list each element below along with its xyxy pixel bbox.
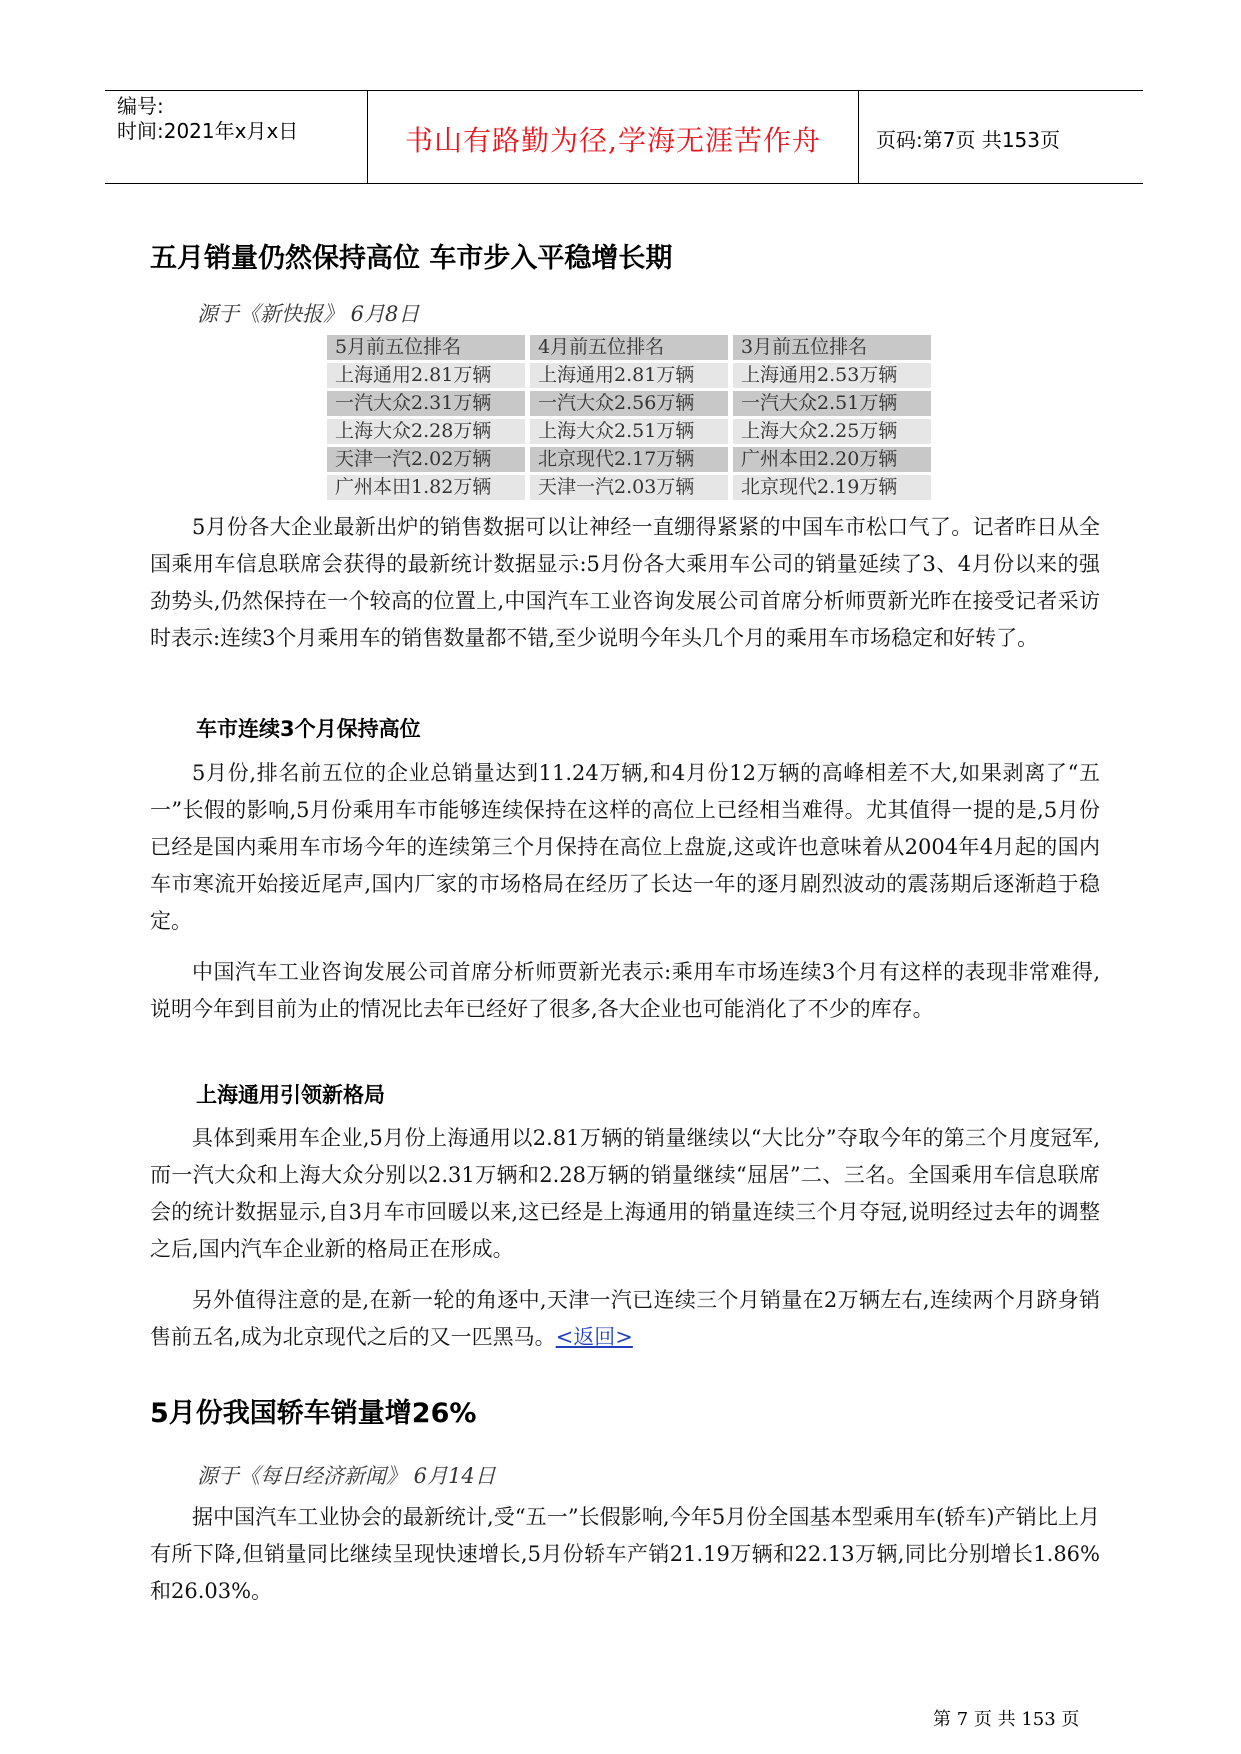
table-header-cell: 3月前五位排名 — [733, 335, 931, 360]
article1-paragraph-5-text: 另外值得注意的是,在新一轮的角逐中,天津一汽已连续三个月销量在2万辆左右,连续两个月跻身销售前五名,成为北京现代之后的又一匹黑马。 — [150, 1288, 1100, 1349]
header-motto: 书山有路勤为径,学海无涯苦作舟 — [405, 124, 821, 157]
article2-title: 5月份我国轿车销量增26% — [150, 1398, 477, 1429]
table-header-row — [327, 335, 931, 360]
article1-subheading-2: 上海通用引领新格局 — [196, 1083, 385, 1107]
header-left-cell — [105, 91, 368, 183]
table-cell: 广州本田1.82万辆 — [327, 475, 525, 500]
doc-time-label: 时间:2021年x月x日 — [117, 119, 299, 143]
article1-paragraph-5 — [150, 1282, 1100, 1356]
table-cell: 上海通用2.53万辆 — [733, 363, 931, 388]
article1-paragraph-2: 5月份,排名前五位的企业总销量达到11.24万辆,和4月份12万辆的高峰相差不大,如果剥离了“五一”长假的影响,5月份乘用车市能够连续保持在这样的高位上已经相当难得。尤其值得一提的是,5月份已经是国内乘用车市场今年的连续第三个月保持在高位上盘旋,这或许也意味着从2004年4月起的国内车市寒流开始接近尾声,国内厂家的市场格局在经历了长达一年的逐月剧烈波动的震荡期后逐渐趋于稳定。 — [150, 761, 1100, 933]
article1-source: 源于《新快报》 6月8日 — [197, 302, 420, 326]
header-middle-cell — [368, 91, 859, 183]
table-cell: 北京现代2.17万辆 — [530, 447, 728, 472]
table-row — [327, 419, 931, 444]
header-right-cell — [860, 91, 1143, 183]
back-link[interactable]: <返回> — [555, 1325, 633, 1349]
page-footer: 第 7 页 共 153 页 — [933, 1709, 1080, 1730]
table-cell: 一汽大众2.31万辆 — [327, 391, 525, 416]
article1-title: 五月销量仍然保持高位 车市步入平稳增长期 — [150, 243, 673, 274]
table-cell: 上海大众2.25万辆 — [733, 419, 931, 444]
table-header-cell: 5月前五位排名 — [327, 335, 525, 360]
table-row — [327, 447, 931, 472]
article1-paragraph-4: 具体到乘用车企业,5月份上海通用以2.81万辆的销量继续以“大比分”夺取今年的第三个月度冠军,而一汽大众和上海大众分别以2.31万辆和2.28万辆的销量继续“屈居”二、三名。全国乘用车信息联席会的统计数据显示,自3月车市回暖以来,这已经是上海通用的销量连续三个月夺冠,说明经过去年的调整之后,国内汽车企业新的格局正在形成。 — [150, 1126, 1100, 1261]
table-header-cell: 4月前五位排名 — [530, 335, 728, 360]
article1-paragraph-1: 5月份各大企业最新出炉的销售数据可以让神经一直绷得紧紧的中国车市松口气了。记者昨日从全国乘用车信息联席会获得的最新统计数据显示:5月份各大乘用车公司的销量延续了3、4月份以来的强劲势头,仍然保持在一个较高的位置上,中国汽车工业咨询发展公司首席分析师贾新光昨在接受记者采访时表示:连续3个月乘用车的销售数量都不错,至少说明今年头几个月的乘用车市场稳定和好转了。 — [150, 515, 1100, 650]
table-cell: 天津一汽2.03万辆 — [530, 475, 728, 500]
table-cell: 上海大众2.28万辆 — [327, 419, 525, 444]
doc-number-label: 编号: — [117, 94, 164, 118]
table-cell: 北京现代2.19万辆 — [733, 475, 931, 500]
article2-source: 源于《每日经济新闻》 6月14日 — [197, 1464, 496, 1488]
table-cell: 一汽大众2.51万辆 — [733, 391, 931, 416]
table-cell: 上海大众2.51万辆 — [530, 419, 728, 444]
table-cell: 一汽大众2.56万辆 — [530, 391, 728, 416]
table-row — [327, 475, 931, 500]
table-row — [327, 363, 931, 388]
table-cell: 天津一汽2.02万辆 — [327, 447, 525, 472]
table-cell: 上海通用2.81万辆 — [530, 363, 728, 388]
article2-paragraph-1: 据中国汽车工业协会的最新统计,受“五一”长假影响,今年5月份全国基本型乘用车(轿车)产销比上月有所下降,但销量同比继续呈现快速增长,5月份轿车产销21.19万辆和22.13万辆,同比分别增长1.86%和26.03%。 — [150, 1505, 1100, 1603]
page-header — [105, 90, 1143, 184]
table-cell: 上海通用2.81万辆 — [327, 363, 525, 388]
ranking-table — [322, 332, 936, 503]
header-page-code: 页码:第7页 共153页 — [876, 128, 1060, 152]
article1-paragraph-3: 中国汽车工业咨询发展公司首席分析师贾新光表示:乘用车市场连续3个月有这样的表现非常难得,说明今年到目前为止的情况比去年已经好了很多,各大企业也可能消化了不少的库存。 — [150, 960, 1100, 1021]
table-row — [327, 391, 931, 416]
table-cell: 广州本田2.20万辆 — [733, 447, 931, 472]
article1-subheading-1: 车市连续3个月保持高位 — [196, 717, 421, 741]
